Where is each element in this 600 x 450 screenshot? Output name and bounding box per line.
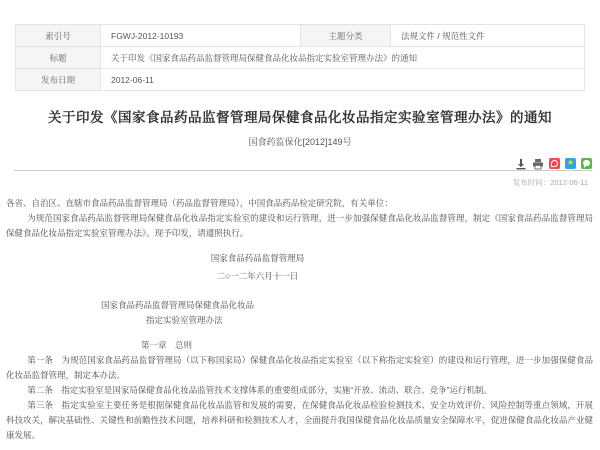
weibo-share-icon[interactable] [549, 158, 560, 169]
weibo-eye-glyph [551, 160, 558, 167]
signature-block [6, 249, 593, 285]
toolbar [14, 157, 592, 171]
divider [14, 158, 507, 171]
meta-value-pubdate: 2012-06-11 [101, 69, 585, 91]
document-meta-table [15, 24, 585, 91]
wechat-bubble-glyph [583, 160, 590, 166]
star-icon: ★ [566, 158, 575, 167]
publish-time: 发布时间：2012-06-11 [512, 178, 588, 187]
share-tools [507, 157, 592, 171]
meta-label-index: 索引号 [16, 25, 101, 47]
download-icon[interactable] [515, 157, 527, 169]
document-number: 国食药监保化[2012]149号 [248, 137, 352, 147]
qzone-share-icon[interactable] [565, 158, 576, 169]
meta-value-title: 关于印发《国家食品药品监督管理局保健食品化妆品指定实验室管理办法》的通知 [101, 47, 585, 69]
page-title: 关于印发《国家食品药品监督管理局保健食品化妆品指定实验室管理办法》的通知 [48, 110, 552, 125]
article-3-paragraph: 第三条 指定实验室主要任务是根据保健食品化妆品监管和发展的需要，在保健食品化妆品检验检测技术、安全功效评价、风险控制等重点领域，开展科技攻关，解决基础性、关键性和前瞻性技术问题，培养科研和检测技术人才，全面提升我国保健食品化妆品质量安全保障水平，促进保健食品化妆品产业健康发展。 [6, 400, 593, 440]
meta-label-title: 标题 [16, 47, 101, 69]
articles [6, 353, 593, 443]
article-2-paragraph: 第二条 指定实验室是国家局保健食品化妆品监管技术支撑体系的重要组成部分，实施“开放、流动、联合、竞争”运行机制。 [27, 385, 492, 395]
meta-value-category: 法规文件 / 规范性文件 [391, 25, 585, 47]
table-row [16, 47, 585, 69]
signature-date: 二○一二年六月十一日 [216, 271, 299, 281]
print-icon[interactable] [532, 157, 544, 169]
wechat-share-icon[interactable] [581, 158, 592, 169]
chapter-heading: 第一章 总则 [141, 340, 193, 350]
signature-organization: 国家食品药品监督管理局 [210, 253, 305, 263]
law-title [6, 298, 593, 328]
table-row [16, 69, 585, 91]
meta-label-pubdate: 发布日期 [16, 69, 101, 91]
table-row [16, 25, 585, 47]
law-title-line2: 指定实验室管理办法 [146, 315, 223, 325]
law-title-line1: 国家食品药品监督管理局保健食品化妆品 [101, 300, 255, 310]
intro-paragraph: 为规范国家食品药品监督管理局保健食品化妆品指定实验室的建设和运行管理，进一步加强保健食品化妆品监督管理，制定《国家食品药品监督管理局保健食品化妆品指定实验室管理办法》。现予印发，请遵照执行。 [6, 213, 593, 238]
meta-value-index: FGWJ-2012-10193 [101, 25, 301, 47]
salutation-paragraph: 各省、自治区、直辖市食品药品监督管理局（药品监督管理局），中国食品药品检定研究院，有关单位： [6, 198, 393, 208]
document-body [6, 196, 593, 443]
meta-label-category: 主题分类 [301, 25, 391, 47]
article-1-paragraph: 第一条 为规范国家食品药品监督管理局（以下称国家局）保健食品化妆品指定实验室（以下称指定实验室）的建设和运行管理，进一步加强保健食品化妆品监督管理，制定本办法。 [6, 355, 593, 380]
